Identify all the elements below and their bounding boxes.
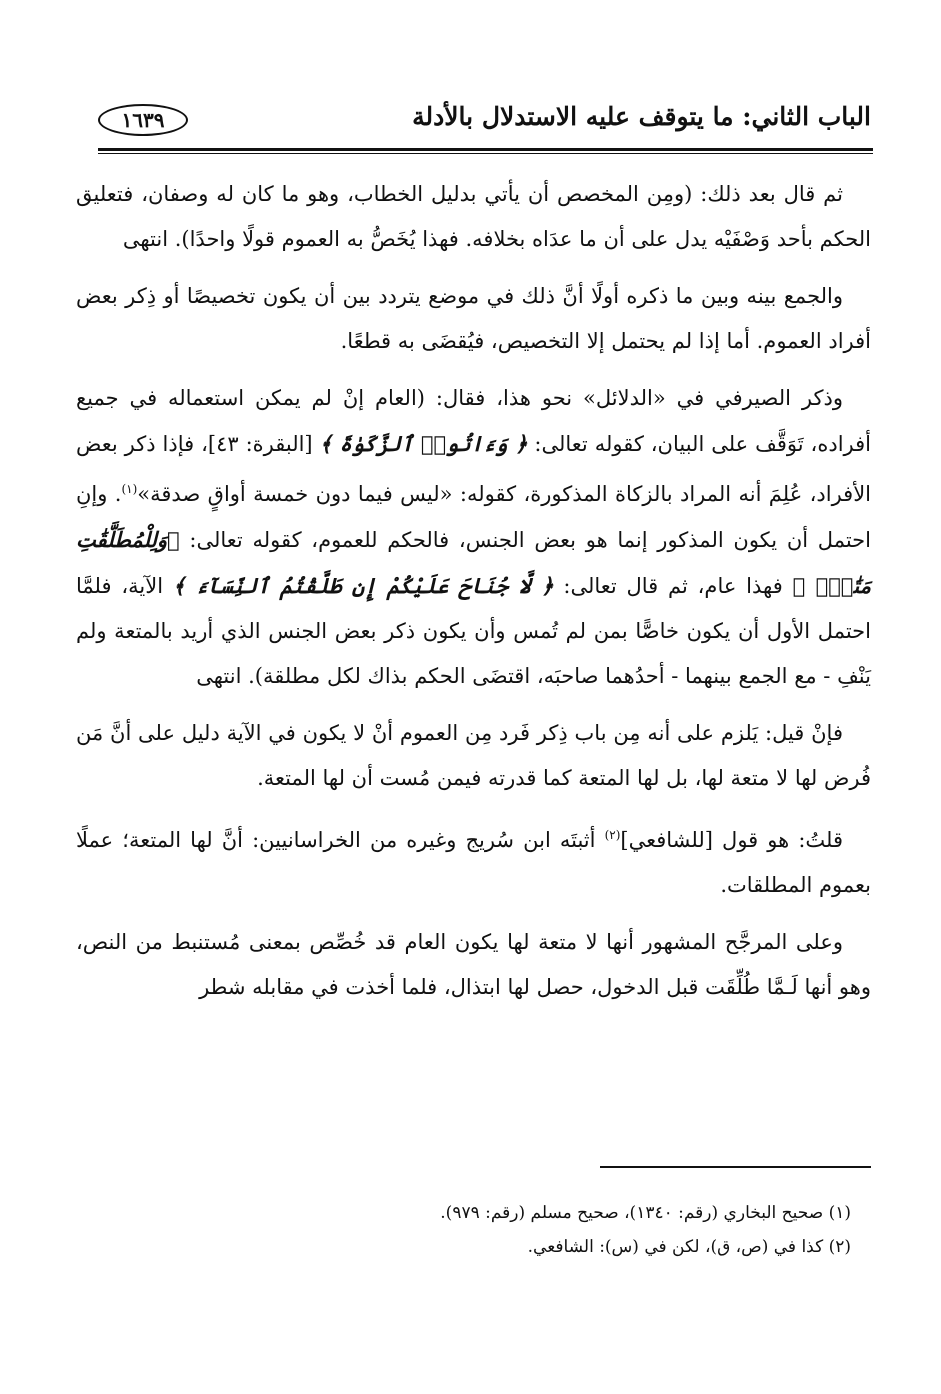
footnotes	[76, 1196, 871, 1264]
paragraph-5	[76, 813, 871, 908]
paragraph-5-part-b: أثبتَه ابن سُريج وغيره من الخراسانيين: أنَّ لها المتعة؛ عملًا بعموم المطلقات.	[76, 828, 871, 897]
paragraph-5-part-a: قلتُ: هو قول [للشافعي]	[620, 828, 844, 852]
paragraph-6: وعلى المرجَّح المشهور أنها لا متعة لها يكون العام قد خُصِّص بمعنى مُستنبط من النص، وهو أنها لَـمَّا طُلِّقَت قبل الدخول، حصل لها ابتذال، فلما أخذت في مقابله شطر	[76, 930, 871, 999]
paragraph-3-part-d: فهذا عام، ثم قال تعالى:	[553, 574, 793, 598]
quran-verse-2: ﴿وَلِلْمُطَلَّقَٰتِ مَتَٰعٌۢ ﴾	[76, 527, 871, 598]
paragraph-3	[76, 376, 871, 699]
header-rule-thin	[98, 153, 873, 154]
footnote-ref-2: (٢)	[604, 828, 621, 842]
footnote-2: (٢) كذا في (ص، ق)، لكن في (س): الشافعي.	[527, 1237, 851, 1257]
quran-verse-1: ﴿ وَءَاتُوا۟ ٱلزَّكَوٰةَ ﴾	[319, 431, 528, 456]
paragraph-4: فإنْ قيل: يَلزم على أنه مِن باب ذِكر فَرد مِن العموم أنْ لا يكون في الآية دليل على أنَّ مَن فُرض لها لا متعة لها، بل لها المتعة كما قدرته فيمن مُست أن لها المتعة.	[76, 721, 871, 790]
paragraph-3-part-b: [البقرة: ٤٣]، فإذا ذكر بعض الأفراد، عُلِمَ أنه المراد بالزكاة المذكورة، كقوله: «ليس فيما دون خمسة أواقٍ صدقة»	[76, 432, 872, 506]
paragraph-2: والجمع بينه وبين ما ذكره أولًا أنَّ ذلك في موضع يتردد بين أن يكون تخصيصًا أو ذِكر بعض أفراد العموم. أما إذا لم يحتمل إلا التخصيص، فيُقضَى به قطعًا.	[76, 284, 871, 353]
header-rule-thick	[98, 148, 873, 151]
chapter-title: الباب الثاني: ما يتوقف عليه الاستدلال بالأدلة	[412, 102, 871, 131]
page-number: ١٦٣٩	[98, 104, 188, 136]
paragraph-3-part-a: وذكر الصيرفي في «الدلائل» نحو هذا، فقال: (العام إنْ لم يمكن استعماله في جميع أفراده، تَوَقَّف على البيان، كقوله تعالى:	[76, 386, 871, 456]
page-header	[98, 98, 871, 146]
paragraph-3-part-e: الآية، فلمَّا احتمل الأول أن يكون خاصًّا بمن لم تُمس وأن يكون ذكر بعض الجنس الذي أريد بالمتعة ولم يَنْفِ - مع الجمع بينهما - أحدُهما صاحبَه، اقتضَى الحكم بذاك لكل مطلقة). انتهى	[76, 574, 871, 688]
footnote-separator	[600, 1166, 871, 1168]
paragraph-1: ثم قال بعد ذلك: (ومِن المخصص أن يأتي بدليل الخطاب، وهو ما كان له وصفان، فتعليق الحكم بأحد وَصْفَيْه يدل على أن ما عدَاه بخلافه. فهذا يُخَصُّ به العموم قولًا واحدًا). انتهى	[76, 182, 871, 251]
footnote-ref-1: (١)	[121, 482, 138, 496]
main-text	[76, 172, 871, 1022]
quran-verse-3: ﴿ لَّا جُنَاحَ عَلَيْكُمْ إِن طَلَّقْتُمُ ٱلنِّسَآءَ ﴾	[172, 573, 554, 598]
paragraph-3-part-c: . وإنِ احتمل أن يكون المذكور إنما هو بعض الجنس، فالحكم للعموم، كقوله تعالى:	[76, 482, 871, 552]
footnote-1: (١) صحيح البخاري (رقم: ١٣٤٠)، صحيح مسلم (رقم: ٩٧٩).	[440, 1203, 851, 1223]
